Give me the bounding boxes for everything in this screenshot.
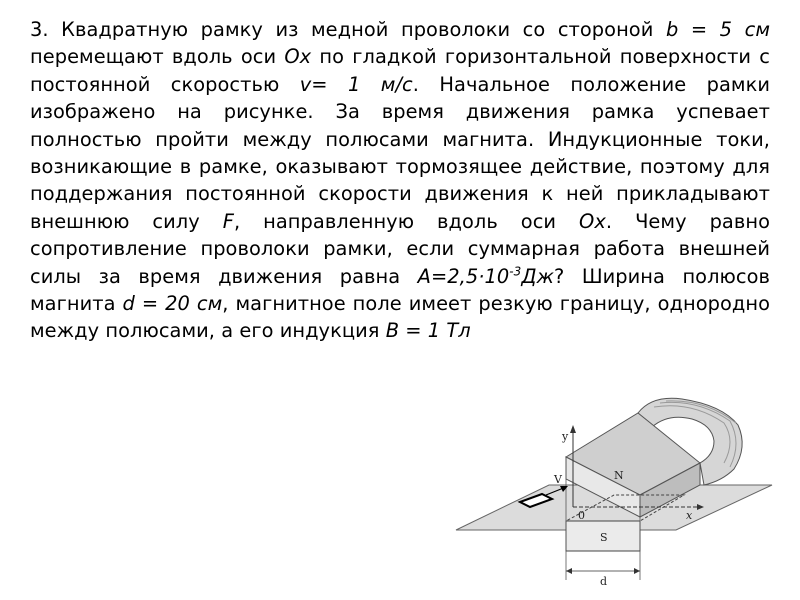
speed-value: v= 1 м/с — [299, 72, 413, 96]
text-part-6: . Чему равно сопротивление проволоки рамки, если суммарная работа внешней силы за время движения равна — [30, 209, 770, 288]
label-d: d — [600, 575, 608, 588]
label-s: S — [600, 531, 608, 544]
problem-text — [30, 16, 770, 345]
force-symbol: F — [222, 209, 234, 233]
label-n: N — [614, 469, 624, 482]
problem-number: 3. — [30, 18, 49, 41]
pole-width: d = 20 см — [122, 292, 223, 316]
magnet-figure — [454, 385, 784, 590]
text-part-8: , магнитное поле имеет резкую границу, однородно между полюсами, а его индукция — [30, 292, 770, 343]
axis-name-2: Ox — [579, 209, 606, 233]
text-part-7: ? Ширина полюсов магнита — [30, 264, 771, 316]
d-arrow-right — [634, 568, 640, 574]
text-part-1: Квадратную рамку из медной проволоки со стороной — [48, 18, 666, 41]
label-x: x — [686, 509, 693, 522]
y-axis-arrow — [570, 425, 576, 433]
text-part-4: . Начальное положение рамки изображено на рисунке. За время движения рамка успевает полностью пройти между полюсами магнита. Индукционные токи, возникающие в рамке, оказывают тормозящее действие, поэтому для поддержания постоянной скорости движения к ней прикладывают внешнюю силу — [30, 72, 771, 233]
label-v: V — [554, 473, 562, 486]
work-exponent: -3 — [509, 264, 522, 279]
label-y: y — [562, 430, 569, 443]
induction-value: B = 1 Тл — [385, 319, 471, 343]
text-part-2: перемещают вдоль оси — [30, 45, 285, 69]
work-value: $A=2,5\cdot 10^{-3}Дж$ — [417, 264, 555, 288]
side-length: b = 5 см — [665, 18, 771, 41]
label-origin: 0 — [578, 509, 585, 522]
text-part-3: по гладкой горизонтальной поверхности с постоянной скоростью — [30, 45, 771, 96]
d-arrow-left — [566, 568, 572, 574]
axis-name: Ox — [284, 45, 312, 69]
text-part-5: , направленную вдоль оси — [233, 209, 580, 233]
